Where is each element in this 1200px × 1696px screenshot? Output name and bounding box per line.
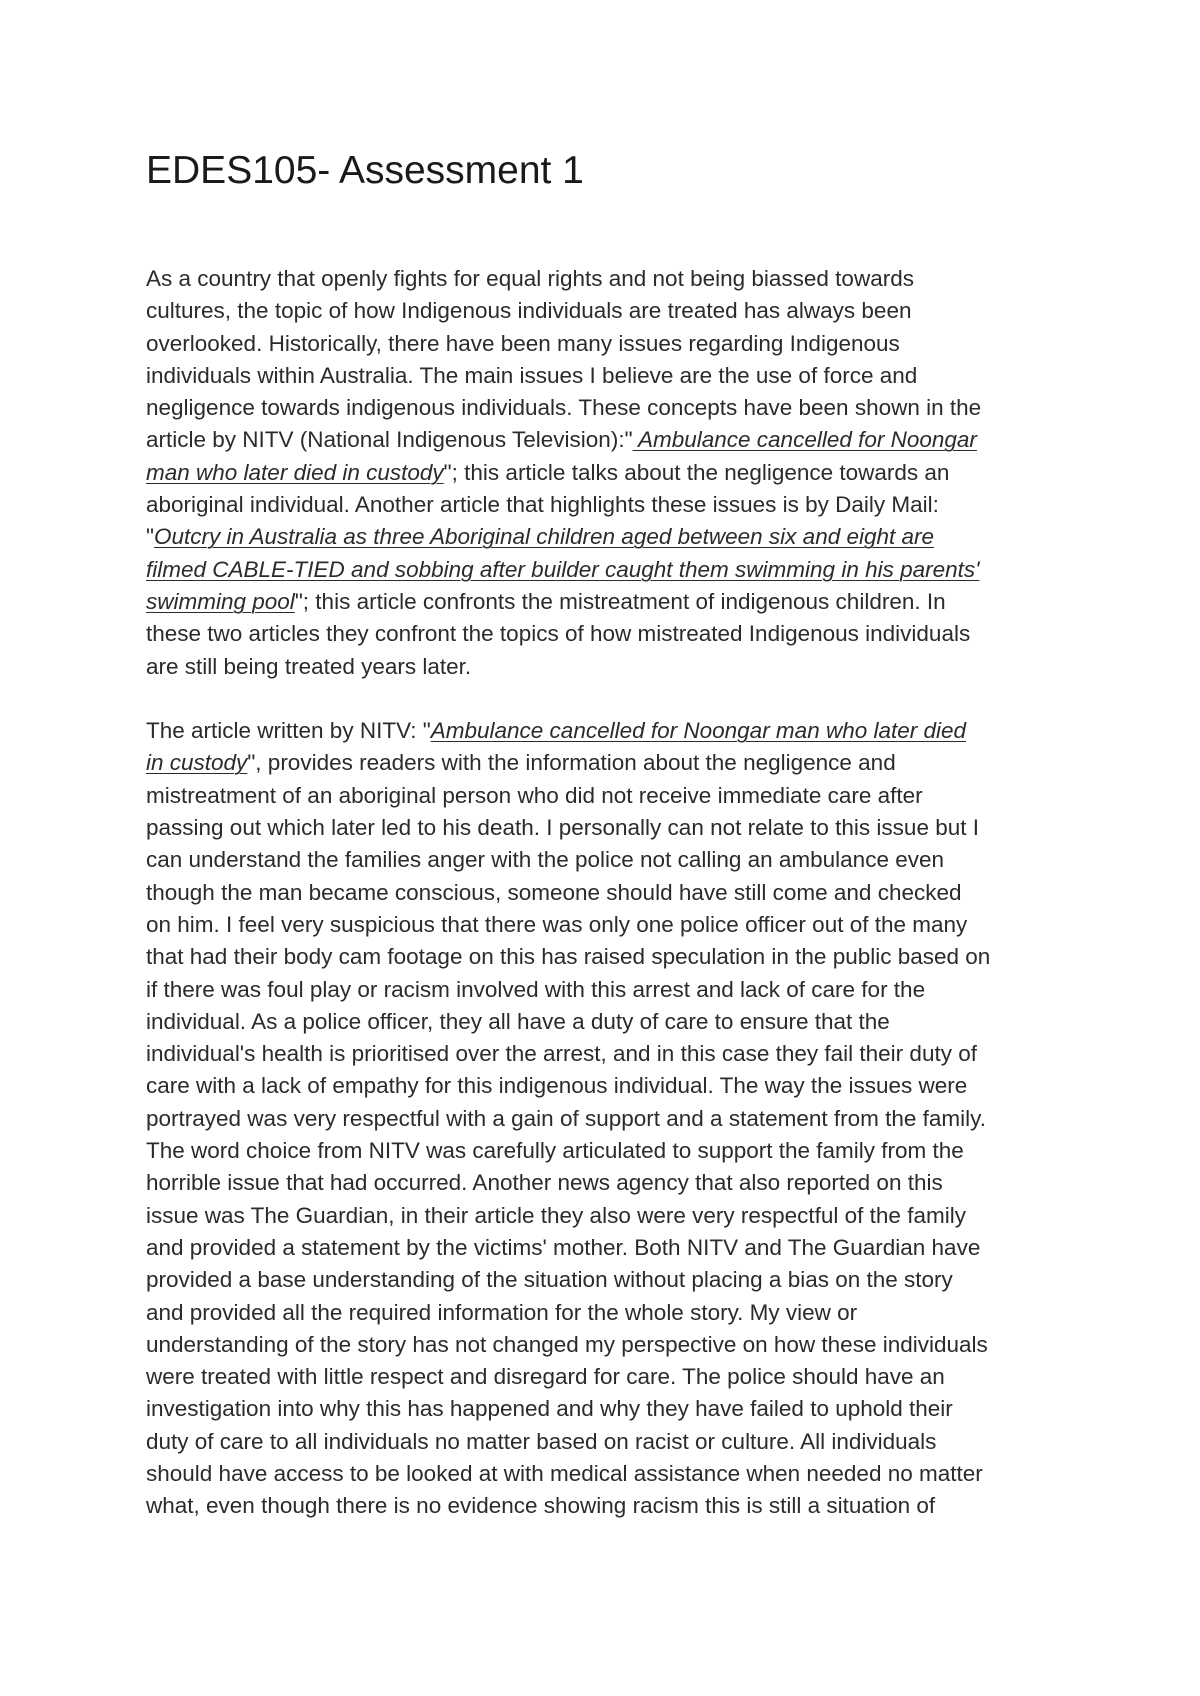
body-text: As a country that openly fights for equal rights and not being biassed towards bbox=[146, 266, 914, 291]
paragraph-line bbox=[146, 295, 1066, 327]
paragraph-line bbox=[146, 909, 1066, 941]
article-link[interactable]: Ambulance cancelled for Noongar bbox=[632, 427, 977, 453]
body-text: mistreatment of an aboriginal person who did not receive immediate care after bbox=[146, 782, 923, 808]
body-text: duty of care to all individuals no matter based on racist or culture. All individuals bbox=[146, 1428, 937, 1454]
body-text: individual's health is prioritised over the arrest, and in this case they fail their duty of bbox=[146, 1041, 977, 1067]
body-text: care with a lack of empathy for this indigenous individual. The way the issues were bbox=[146, 1073, 968, 1099]
paragraph-line bbox=[146, 1393, 1066, 1425]
paragraph-line bbox=[146, 1070, 1066, 1102]
paragraph-line bbox=[146, 974, 1066, 1006]
body-text: on him. I feel very suspicious that there was only one police officer out of the many bbox=[146, 911, 968, 937]
body-text: individuals within Australia. The main issues I believe are the use of force and bbox=[146, 362, 918, 388]
body-text: horrible issue that had occurred. Another news agency that also reported on this bbox=[146, 1170, 943, 1196]
paragraph-line bbox=[146, 586, 1066, 618]
paragraph-line bbox=[146, 263, 1066, 295]
paragraph-line bbox=[146, 618, 1066, 650]
body-text: what, even though there is no evidence showing racism this is still a situation of bbox=[146, 1493, 936, 1519]
body-text: provided a base understanding of the situation without placing a bias on the story bbox=[146, 1267, 953, 1293]
body-text: are still being treated years later. bbox=[146, 653, 472, 679]
body-text: "; this article talks about the negligence towards an bbox=[443, 459, 950, 485]
body-text: individual. As a police officer, they all have a duty of care to ensure that the bbox=[146, 1008, 890, 1034]
body-text: and provided a statement by the victims' mother. Both NITV and The Guardian have bbox=[146, 1234, 981, 1260]
body-text: that had their body cam footage on this has raised speculation in the public based on bbox=[146, 944, 991, 970]
paragraph-gap bbox=[146, 683, 1066, 715]
body-text: The word choice from NITV was carefully articulated to support the family from the bbox=[146, 1138, 964, 1164]
paragraph-line bbox=[146, 1297, 1066, 1329]
paragraph-line bbox=[146, 1361, 1066, 1393]
paragraph-line bbox=[146, 1038, 1066, 1070]
paragraph-line bbox=[146, 1167, 1066, 1199]
body-text: passing out which later led to his death. I personally can not relate to this issue but I bbox=[146, 815, 979, 841]
article-link[interactable]: Ambulance cancelled for Noongar man who later died bbox=[430, 718, 967, 744]
paragraph-line bbox=[146, 844, 1066, 876]
body-text: should have access to be looked at with medical assistance when needed no matter bbox=[146, 1460, 983, 1486]
paragraph-line bbox=[146, 715, 1066, 747]
paragraph-line bbox=[146, 877, 1066, 909]
paragraph-line bbox=[146, 424, 1066, 456]
body-text: "; this article confronts the mistreatment of indigenous children. In bbox=[294, 588, 946, 614]
body-text: overlooked. Historically, there have been many issues regarding Indigenous bbox=[146, 330, 900, 356]
body-text: were treated with little respect and disregard for care. The police should have an bbox=[146, 1364, 945, 1390]
body-text: though the man became conscious, someone should have still come and checked bbox=[146, 879, 962, 905]
article-link[interactable]: Outcry in Australia as three Aboriginal children aged between six and eight are bbox=[154, 524, 935, 550]
body-text: aboriginal individual. Another article that highlights these issues is by Daily Mail: bbox=[146, 492, 939, 518]
article-link[interactable]: filmed CABLE-TIED and sobbing after builder caught them swimming in his parents' bbox=[146, 556, 980, 582]
body-text: cultures, the topic of how Indigenous individuals are treated has always been bbox=[146, 298, 912, 324]
paragraph-line bbox=[146, 812, 1066, 844]
paragraph-line bbox=[146, 1458, 1066, 1490]
paragraph-line bbox=[146, 328, 1066, 360]
paragraph-line bbox=[146, 1232, 1066, 1264]
body-text: " bbox=[146, 524, 154, 550]
paragraph-line bbox=[146, 1135, 1066, 1167]
body-text: these two articles they confront the topics of how mistreated Indigenous individuals bbox=[146, 621, 971, 647]
paragraph-line bbox=[146, 651, 1066, 683]
body-text: investigation into why this has happened and why they have failed to uphold their bbox=[146, 1396, 953, 1422]
body-text: portrayed was very respectful with a gain of support and a statement from the family. bbox=[146, 1105, 986, 1131]
paragraph-line bbox=[146, 941, 1066, 973]
article-link[interactable]: swimming pool bbox=[146, 588, 295, 614]
paragraph-line bbox=[146, 747, 1066, 779]
paragraph-line bbox=[146, 1006, 1066, 1038]
document-title: EDES105- Assessment 1 bbox=[146, 149, 584, 192]
paragraph-line bbox=[146, 1200, 1066, 1232]
body-text: and provided all the required information for the whole story. My view or bbox=[146, 1299, 858, 1325]
paragraph-line bbox=[146, 1103, 1066, 1135]
paragraph-line bbox=[146, 360, 1066, 392]
article-link[interactable]: in custody bbox=[146, 750, 248, 776]
paragraph-line bbox=[146, 554, 1066, 586]
body-text: if there was foul play or racism involved with this arrest and lack of care for the bbox=[146, 976, 926, 1002]
body-text: ", provides readers with the information about the negligence and bbox=[247, 750, 896, 776]
paragraph-line bbox=[146, 1490, 1066, 1522]
document-body bbox=[146, 263, 1066, 1523]
paragraph-line bbox=[146, 489, 1066, 521]
paragraph-line bbox=[146, 1264, 1066, 1296]
article-link[interactable]: man who later died in custody bbox=[146, 459, 444, 485]
paragraph-line bbox=[146, 1426, 1066, 1458]
body-text: can understand the families anger with the police not calling an ambulance even bbox=[146, 847, 945, 873]
body-text: understanding of the story has not changed my perspective on how these individuals bbox=[146, 1331, 988, 1357]
body-text: negligence towards indigenous individuals. These concepts have been shown in the bbox=[146, 395, 982, 421]
paragraph-line bbox=[146, 392, 1066, 424]
paragraph-line bbox=[146, 1329, 1066, 1361]
paragraph-line bbox=[146, 457, 1066, 489]
body-text: The article written by NITV: " bbox=[146, 718, 431, 744]
body-text: issue was The Guardian, in their article they also were very respectful of the family bbox=[146, 1202, 966, 1228]
paragraph-line bbox=[146, 780, 1066, 812]
paragraph-line bbox=[146, 521, 1066, 553]
body-text: article by NITV (National Indigenous Television):" bbox=[146, 427, 633, 453]
